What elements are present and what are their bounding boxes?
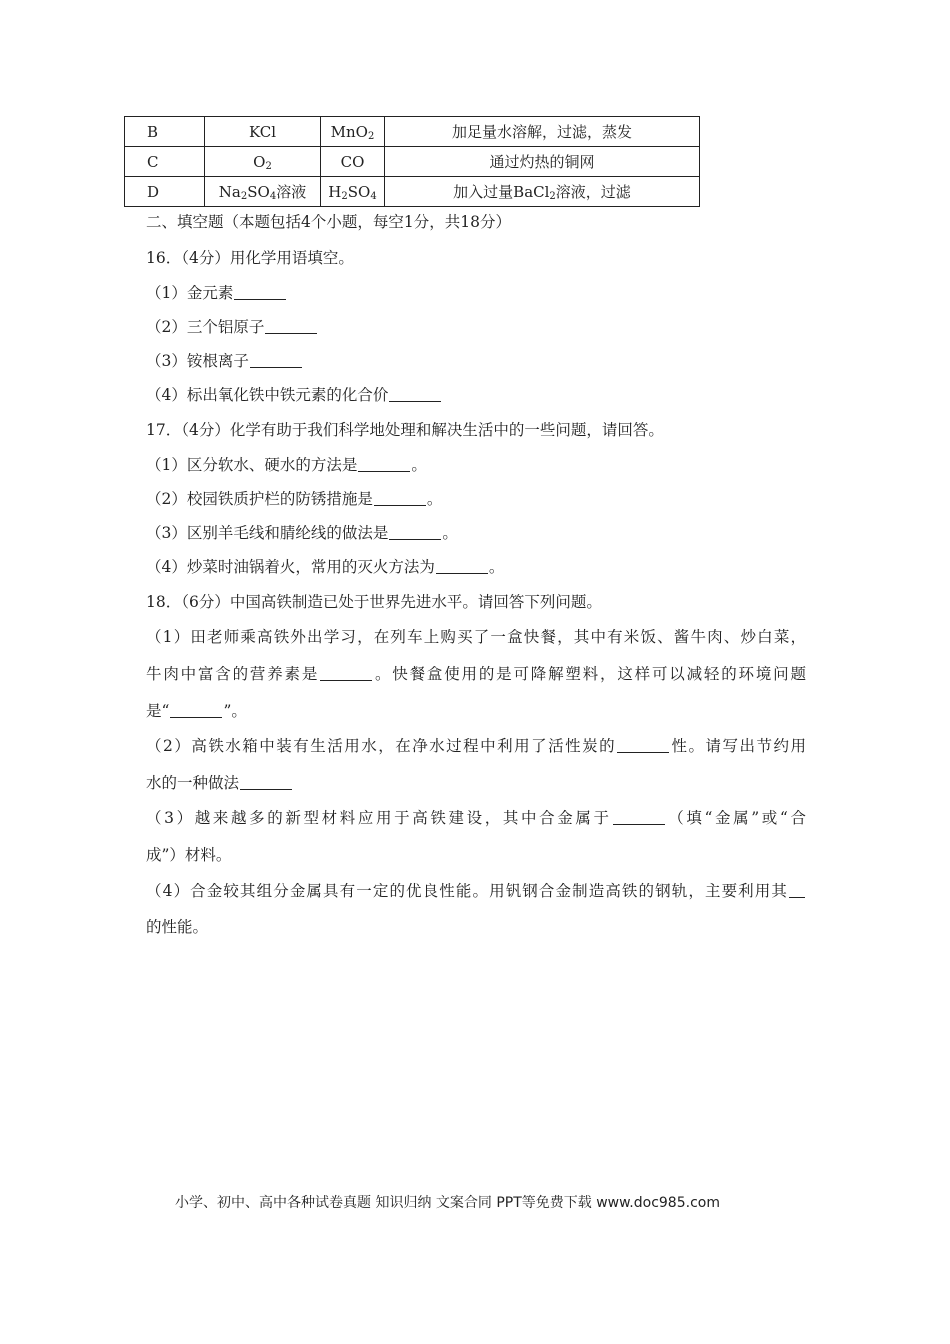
table-row [125,147,700,177]
answer-blank[interactable] [617,737,669,753]
row-label: C [125,147,205,177]
q16-title: 16．（4分）用化学用语填空。 [146,249,354,267]
answer-blank[interactable] [436,558,488,574]
q18-p2-line1: （2）高铁水箱中装有生活用水，在净水过程中利用了活性炭的 性。请写出节约用 [146,737,806,755]
answer-blank[interactable] [358,456,410,472]
q18-p1-line3: 是“ ”。 [146,702,247,720]
impurity-cell: MnO$_2$ [321,117,385,147]
answer-blank[interactable] [389,386,441,402]
answer-blank[interactable] [240,774,292,790]
table-row [125,117,700,147]
impurity-cell: $H_2SO_4$ [321,177,385,207]
q17-item-2: （2）校园铁质护栏的防锈措施是 。 [146,490,443,508]
row-label: B [125,117,205,147]
method-cell: 通过灼热的铜网 [385,147,700,177]
substance-cell: KCl [205,117,321,147]
impurity-cell: CO [321,147,385,177]
q18-p4-line2: 的性能。 [146,918,209,936]
answer-blank[interactable] [265,318,317,334]
q16-item-1: （1）金元素 [146,281,287,303]
q18-title: 18．（6分）中国高铁制造已处于世界先进水平。请回答下列问题。 [146,593,602,611]
q17-item-4: （4）炒菜时油锅着火，常用的灭火方法为 。 [146,558,505,576]
q16-item-2: （2）三个铝原子 [146,315,318,337]
answer-blank[interactable] [320,665,372,681]
q17-item-1: （1）区分软水、硬水的方法是 。 [146,456,427,474]
table-row [125,177,700,207]
q18-p1-line2: 牛肉中富含的营养素是 。快餐盒使用的是可降解塑料，这样可以减轻的环境问题 [146,665,806,683]
answer-blank[interactable] [613,809,665,825]
method-cell: 加入过量BaCl$_2$溶液，过滤 [385,177,700,207]
row-label: D [125,177,205,207]
answer-blank[interactable] [374,490,426,506]
answer-blank[interactable] [170,702,222,718]
q18-p2-line2: 水的一种做法 [146,771,293,793]
q18-p1-line1: （1）田老师乘高铁外出学习，在列车上购买了一盒快餐，其中有米饭、酱牛肉、炒白菜， [146,628,806,646]
answer-blank[interactable] [234,284,286,300]
answer-blank[interactable] [389,524,441,540]
answer-blank[interactable] [250,352,302,368]
options-table [124,116,700,207]
q18-p4-line1: （4）合金较其组分金属具有一定的优良性能。用钒钢合金制造高铁的钢轨，主要利用其 [146,879,806,901]
answer-blank[interactable] [789,882,805,898]
q16-item-3: （3）铵根离子 [146,349,303,371]
page-footer: 小学、初中、高中各种试卷真题 知识归纳 文案合同 PPT等免费下载 www.doc985.com [175,1195,720,1211]
q16-item-4: （4）标出氧化铁中铁元素的化合价 [146,383,442,405]
q18-p3-line2: 成”）材料。 [146,846,232,864]
substance-cell: $O_2$ [205,147,321,177]
section-title: 二、填空题（本题包括4个小题，每空1分，共18分） [146,213,511,231]
substance-cell: $Na_2SO_4$溶液 [205,177,321,207]
q18-p3-line1: （3）越来越多的新型材料应用于高铁建设，其中合金属于 （填“金属”或“合 [146,809,806,827]
q17-item-3: （3）区别羊毛线和腈纶线的做法是 。 [146,524,458,542]
method-cell: 加足量水溶解，过滤，蒸发 [385,117,700,147]
q17-title: 17．（4分）化学有助于我们科学地处理和解决生活中的一些问题，请回答。 [146,421,664,439]
